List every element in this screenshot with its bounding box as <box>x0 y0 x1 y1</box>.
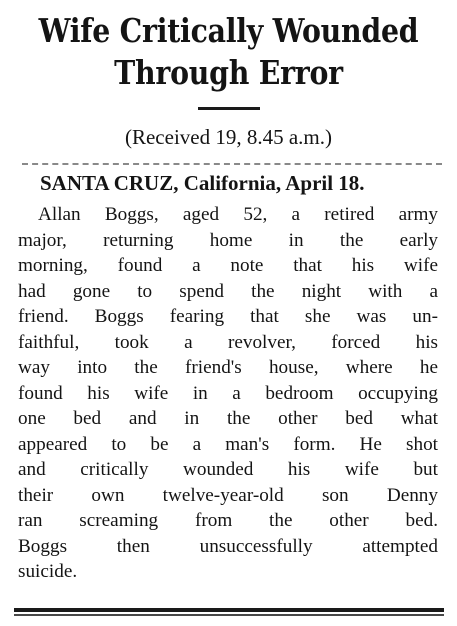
body-line: one bed and in the other bed what <box>18 408 438 429</box>
body-line: way into the friend's house, where he <box>18 357 438 378</box>
body-line: Boggs then unsuccessfully attempted <box>18 535 438 557</box>
dateline: SANTA CRUZ, California, April 18. <box>40 171 365 195</box>
body-line: ran screaming from the other bed. <box>18 510 438 531</box>
body-line: had gone to spend the night with a <box>18 280 438 302</box>
bottom-rule-thin <box>14 614 444 616</box>
body-line: faithful, took a revolver, forced his <box>18 331 438 353</box>
article-body <box>18 202 438 585</box>
body-line: appeared to be a man's form. He shot <box>18 433 438 455</box>
body-line: their own twelve-year-old son Denny <box>18 484 438 506</box>
body-line: major, returning home in the early <box>18 229 438 251</box>
bottom-rule <box>14 608 444 612</box>
body-line: morning, found a note that his wife <box>18 255 438 276</box>
received-note: (Received 19, 8.45 a.m.) <box>124 125 333 149</box>
headline-line-1: Wife Critically Wounded <box>38 11 419 50</box>
body-line: and critically wounded his wife but <box>18 459 438 480</box>
headline-rule <box>198 107 260 110</box>
headline-line-2: Through Error <box>114 53 343 92</box>
body-line: Allan Boggs, aged 52, a retired army <box>38 204 438 225</box>
body-line: friend. Boggs fearing that she was un- <box>18 306 438 327</box>
body-line: found his wife in a bedroom occupying <box>18 382 438 404</box>
dateline-divider <box>22 163 442 167</box>
body-line: suicide. <box>18 561 78 582</box>
